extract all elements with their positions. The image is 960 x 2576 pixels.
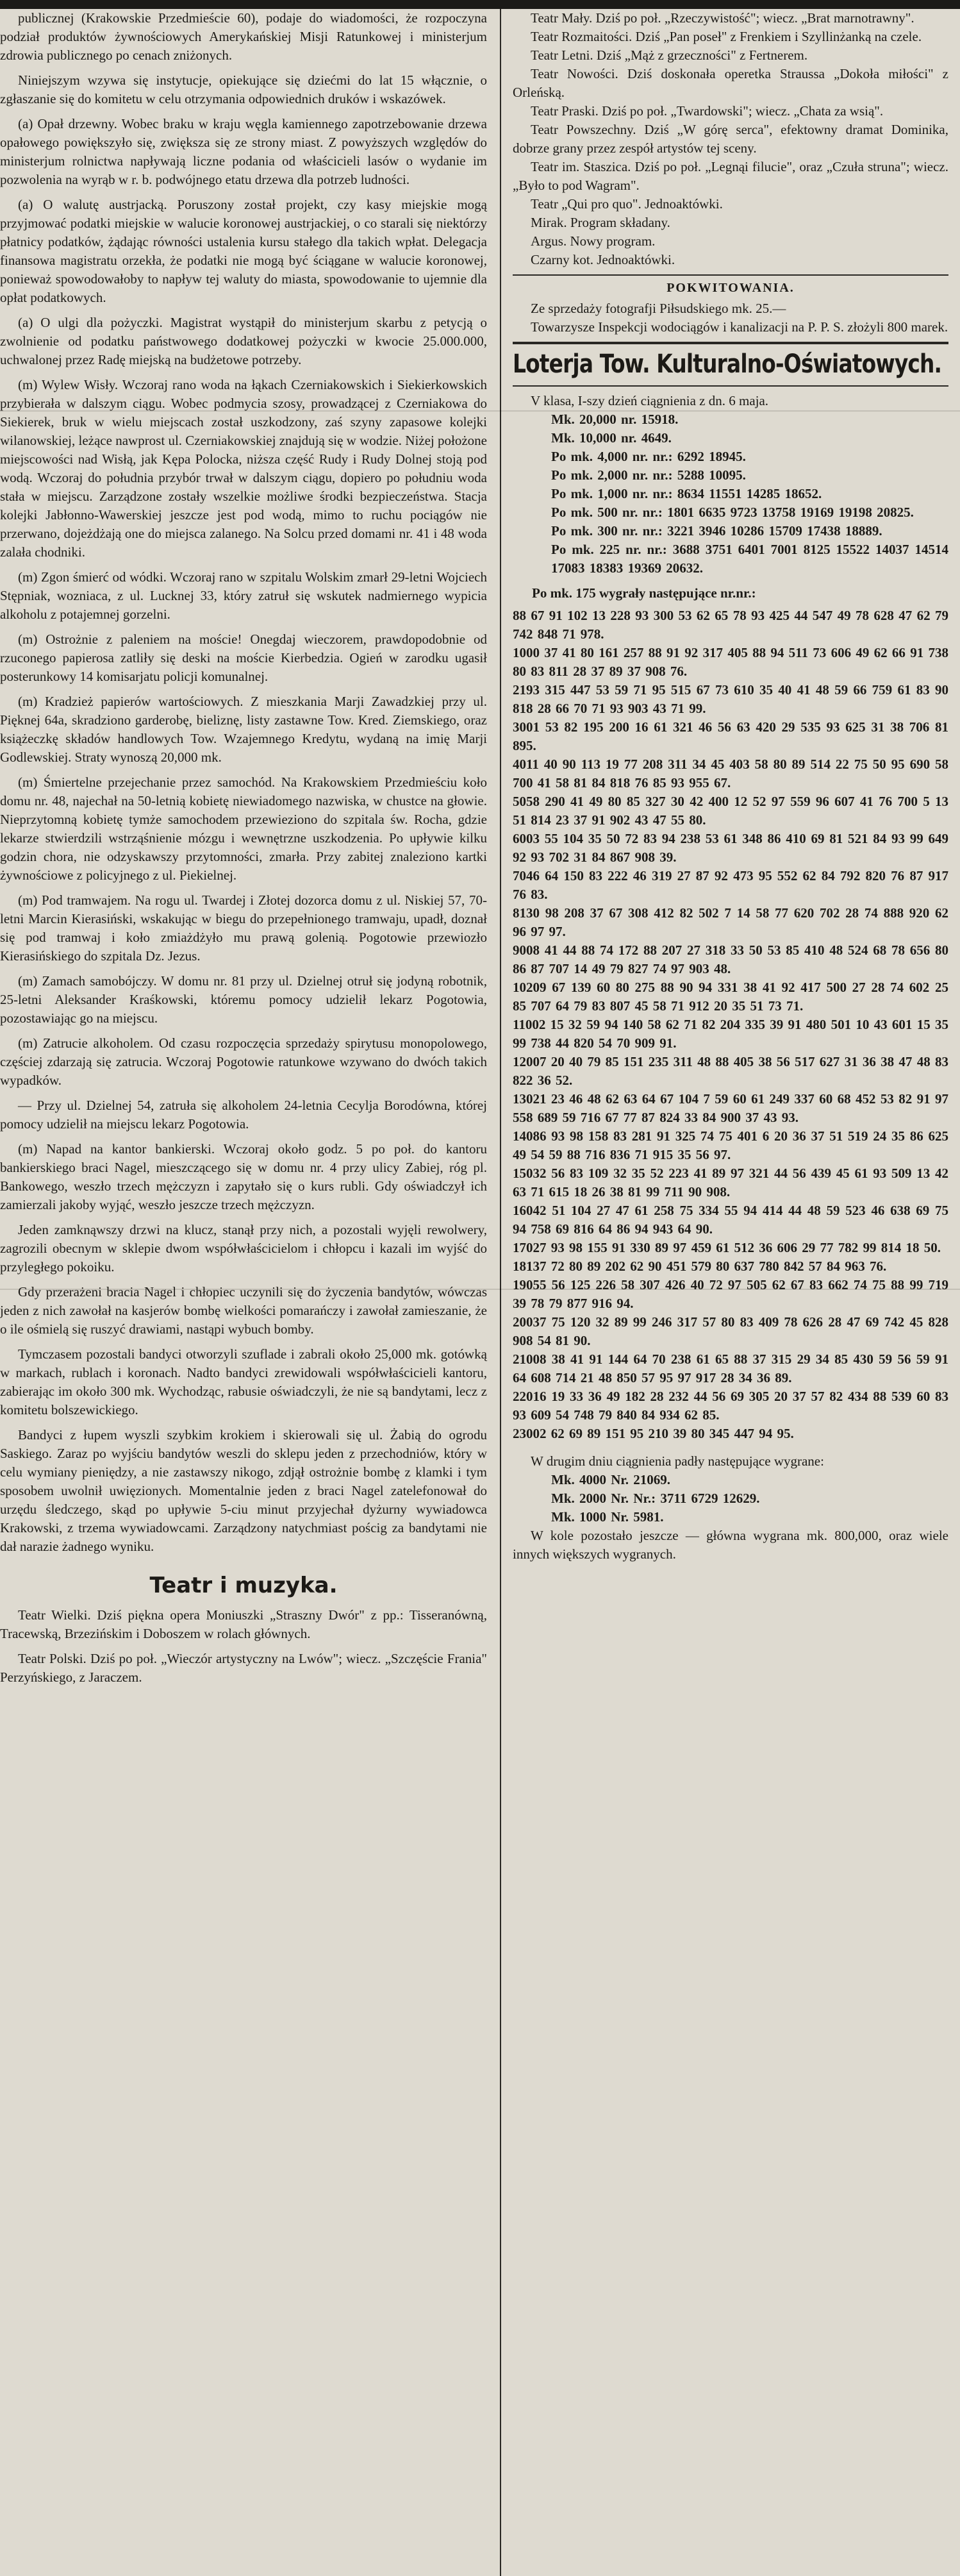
- news-paragraph: (m) Ostrożnie z paleniem na moście! Onegdaj wieczorem, prawdopodobnie od rzuconego papierosa zatliły się deski na moście Kierbedzia. Ogień w zarodku ugasił posterunkowy 14 komisarjatu policji komunalnej.: [0, 631, 487, 684]
- number-block: 11002 15 32 59 94 140 58 62 71 82 204 335 39 91 480 501 10 43 601 15 35 99 738 44 820 54 70 909 91.: [513, 1017, 954, 1051]
- pokwitowanie-item: Ze sprzedaży fotografji Piłsudskiego mk. 25.—: [531, 301, 786, 316]
- prize-line: Po mk. 300 nr. nr.: 3221 3946 10286 15709 17438 18889.: [551, 523, 882, 539]
- news-paragraph: — Przy ul. Dzielnej 54, zatruła się alkoholem 24-letnia Cecylja Borodówna, której pomocy udzielił na miejscu lekarz Pogotowia.: [0, 1098, 487, 1132]
- news-paragraph: Tymczasem pozostali bandyci otworzyli szuflade i zabrali około 25,000 mk. gotówką w markach, rublach i koronach. Nadto bandyci zrewidowali współwłaścicieli kantoru, zabierając im około 300 mk. Wychodząc, rabusie oświadczyli, że nie są bandytami, lecz z komitetu bolszewickiego.: [0, 1346, 487, 1418]
- number-block: 4011 40 90 113 19 77 208 311 34 45 403 58 80 89 514 22 75 50 95 690 58 700 41 58 81 84 818 76 85 93 955 67.: [513, 757, 954, 790]
- number-block: 13021 23 46 48 62 63 64 67 104 7 59 60 61 249 337 60 68 452 53 82 91 97 558 689 59 716 67 77 87 824 33 84 900 37 43 93.: [513, 1091, 954, 1125]
- number-block: 15032 56 83 109 32 35 52 223 41 89 97 321 44 56 439 45 61 93 509 13 42 63 71 615 18 26 38 81 99 711 90 908.: [513, 1166, 954, 1200]
- news-paragraph: Niniejszym wzywa się instytucje, opiekujące się dziećmi do lat 15 włącznie, o zgłaszanie się do komitetu w celu otrzymania odpowiednich druków i wskazówek.: [0, 72, 487, 106]
- news-paragraph: (m) Kradzież papierów wartościowych. Z mieszkania Marji Zawadzkiej przy ul. Pięknej 64a, skradziono garderobę, bieliznę, listy zastawne Tow. Kred. Ziemskiego, oraz książeczkę składów handlowych Tow. Wzajemnego Kredytu, wydaną na imię Marji Godlewskiej. Straty wynoszą 20,000 mk.: [0, 694, 487, 765]
- divider-line: [513, 342, 948, 344]
- news-paragraph: publicznej (Krakowskie Przedmieście 60), podaje do wiadomości, że rozpoczyna podział produktów żywnościowych Amerykańskiej Misji Ratunkowej i ministerjum zdrowia publicznego po cenach zniżonych.: [0, 10, 487, 63]
- loteria-small-heading: Po mk. 175 wygrały następujące nr.nr.:: [532, 585, 756, 601]
- theatre-entry: Czarny kot. Jednoaktówki.: [531, 252, 675, 267]
- theatre-listing-left: [0, 1606, 487, 1687]
- number-block: 20037 75 120 32 89 99 246 317 57 80 83 409 78 626 28 47 69 742 45 828 908 54 81 90.: [513, 1314, 954, 1348]
- loteria-prizes: [513, 410, 954, 578]
- news-paragraphs: [0, 9, 487, 1556]
- number-block: 12007 20 40 79 85 151 235 311 48 88 405 38 56 517 627 31 36 38 47 48 83 822 36 52.: [513, 1054, 954, 1088]
- loteria-title: Loterja Tow. Kulturalno-Oświatowych.: [513, 349, 942, 379]
- theatre-entry: Mirak. Program składany.: [531, 215, 670, 230]
- prize-line: Po mk. 225 nr. nr.: 3688 3751 6401 7001 8125 15522 14037 14514 17083 18383 19369 20632.: [551, 542, 954, 576]
- number-block: 88 67 91 102 13 228 93 300 53 62 65 78 93 425 44 547 49 78 628 47 62 79 742 848 71 978.: [513, 608, 954, 642]
- loteria-closing: W kole pozostało jeszcze — główna wygrana mk. 800,000, oraz wiele innych większych wygranych.: [513, 1528, 948, 1562]
- number-block: 1000 37 41 80 161 257 88 91 92 317 405 88 94 511 73 606 49 62 66 91 738 80 83 811 28 37 89 37 908 76.: [513, 645, 954, 679]
- theatre-entry: Teatr Rozmaitości. Dziś „Pan poseł" z Frenkiem i Szyllinżanką na czele.: [531, 29, 922, 44]
- news-paragraph: (m) Napad na kantor bankierski. Wczoraj około godz. 5 po poł. do kantoru bankierskiego braci Nagel, mieszczącego się w domu nr. 4 przy ulicy Zabiej, róg pl. Bankowego, weszło trzech mężczyzn i zapytało się o kurs rubli. Gdy oświadczył ich zamierzali jakoby wyjąć, weszło jeszcze trzech mężczyzn.: [0, 1141, 487, 1212]
- number-block: 22016 19 33 36 49 182 28 232 44 56 69 305 20 37 57 82 434 88 539 60 83 93 609 54 748 79 840 84 934 62 85.: [513, 1389, 954, 1423]
- number-block: 9008 41 44 88 74 172 88 207 27 318 33 50 53 85 410 48 524 68 78 656 80 86 87 707 14 49 79 827 74 97 903 48.: [513, 942, 954, 976]
- right-column: [513, 9, 954, 2576]
- news-paragraph: (m) Zatrucie alkoholem. Od czasu rozpoczęcia sprzedaży spirytusu monopolowego, częściej zdarzają się zatrucia. Wczoraj Pogotowie ratunkowe wzywano do dwóch takich wypadków.: [0, 1035, 487, 1088]
- section-title-theatre: Teatr i muzyka.: [149, 1573, 338, 1598]
- theatre-entry: Teatr Powszechny. Dziś „W górę serca", efektowny dramat Dominika, dobrze grany przez zespół artystów tej sceny.: [513, 122, 948, 156]
- number-block: 17027 93 98 155 91 330 89 97 459 61 512 36 606 29 77 782 99 814 18 50.: [513, 1240, 941, 1255]
- theatre-entry: Teatr Praski. Dziś po poł. „Twardowski"; wiecz. „Chata za wsią".: [531, 103, 884, 119]
- number-block: 21008 38 41 91 144 64 70 238 61 65 88 37 315 29 34 85 430 59 56 59 91 64 608 714 21 48 850 57 95 97 917 28 34 36 89.: [513, 1351, 954, 1385]
- loteria-number-blocks: [513, 606, 954, 1443]
- number-block: 8130 98 208 37 67 308 412 82 502 7 14 58 77 620 702 28 74 888 920 62 96 97 97.: [513, 905, 954, 939]
- column-divider: [500, 9, 501, 2576]
- news-paragraph: Bandyci z łupem wyszli szybkim krokiem i skierowali się ul. Żabią do ogrodu Saskiego. Zaraz po wyjściu bandytów weszli do sklepu jeden z przechodniów, który w celu wymiany pieniędzy, a nie zastawszy nikogo, zdjął ostrożnie bombę z klamki i tym sposobem uwolnił uwięzionych. Momentalnie jeden z braci Nagel zatelefonował do urzędu śledczego, skąd po upływie 5-ciu minut przyjechał dyżurny wywiadowca Krakowski, z trzema wywiadowcami. Zarządzony natychmiast pościg za bandytami nie dał narazie żadnego wyniku.: [0, 1427, 487, 1554]
- number-block: 2193 315 447 53 59 71 95 515 67 73 610 35 40 41 48 59 66 759 61 83 90 818 28 66 70 71 93 903 43 71 99.: [513, 682, 954, 716]
- divider-line: [513, 385, 948, 387]
- second-day-intro: W drugim dniu ciągnienia padły następujące wygrane:: [531, 1453, 824, 1469]
- pokwitowania-items: [513, 299, 948, 337]
- prize-line: Mk. 1000 Nr. 5981.: [551, 1509, 664, 1525]
- number-block: 19055 56 125 226 58 307 426 40 72 97 505 62 67 83 662 74 75 88 99 719 39 78 79 877 916 94.: [513, 1277, 954, 1311]
- page-top-strip: [0, 0, 960, 9]
- theatre-entry: Teatr Mały. Dziś po poł. „Rzeczywistość"; wiecz. „Brat marnotrawny".: [531, 10, 914, 26]
- second-day-prizes: [513, 1471, 948, 1526]
- pokwitowania-heading: POKWITOWANIA.: [666, 281, 795, 295]
- prize-line: Po mk. 1,000 nr. nr.: 8634 11551 14285 18652.: [551, 486, 822, 501]
- news-paragraph: (a) O ulgi dla pożyczki. Magistrat wystąpił do ministerjum skarbu z petycją o zwolnienie od podatku państwowego dodatkowej pożyczki w kwocie 25.000.000, uchwalonej przez Radę miejską na budżetowe potrzeby.: [0, 315, 487, 367]
- news-paragraph: (a) Opał drzewny. Wobec braku w kraju węgla kamiennego zapotrzebowanie drzewa opałowego powiększyło się, zwiększa się ze strony miast. Z powyższych względów do ministerjum rolnictwa napływają liczne podania od właścicieli lasów o wydanie im pozwolenia na wyrąb w r. b. podwójnego etatu drzewa dla potrzeb ludności.: [0, 116, 487, 187]
- news-paragraph: (m) Pod tramwajem. Na rogu ul. Twardej i Złotej dozorca domu z ul. Niskiej 57, 70-letni Marcin Kierasiński, wskakując w biegu do przepełnionego tramwaju, upadł, doznał się pod tramwaj i koło zmiażdżyło mu prawą golenią. Pogotowie przewiozło Kierasińskiego do szpitala Dz. Jezus.: [0, 892, 487, 964]
- prize-line: Mk. 4000 Nr. 21069.: [551, 1472, 671, 1487]
- prize-line: Mk. 20,000 nr. 15918.: [551, 412, 679, 427]
- prize-line: Mk. 10,000 nr. 4649.: [551, 430, 672, 446]
- theatre-entry: Teatr Letni. Dziś „Mąż z grzeczności" z Fertnerem.: [531, 47, 808, 63]
- news-paragraph: (m) Śmiertelne przejechanie przez samochód. Na Krakowskiem Przedmieściu koło domu nr. 48, najechał na 50-letnią kobietę niewiadomego nazwiska, w chustce na głowie. Nieprzytomną kobietę tymże samochodem przewieziono do szpitala św. Rocha, gdzie lekarze stwierdzili wstrząśnienie mózgu i wewnętrzne uszkodzenia. Po upływie kilku godzin chora, nie odzyskawszy przytomności, zmarła. Przy zabitej znaleziono kartki żywnościowe z policyjnego z ul. Piekielnej.: [0, 774, 487, 883]
- loteria-intro: V klasa, I-szy dzień ciągnienia z dn. 6 maja.: [531, 393, 769, 408]
- news-paragraph: Gdy przerażeni bracia Nagel i chłopiec uczynili się do życzenia bandytów, wówczas jeden z nich zawołał na kasjerów bombę wielkości pomarańczy i zawołał zamieszanie, że o ile ośmielą się ruszyć drawiami, nastąpi wybuch bomby.: [0, 1284, 487, 1337]
- theatre-listing-right: [513, 9, 948, 269]
- number-block: 3001 53 82 195 200 16 61 321 46 56 63 420 29 535 93 625 31 38 706 81 895.: [513, 719, 954, 753]
- number-block: 16042 51 104 27 47 61 258 75 334 55 94 414 44 48 59 523 46 638 69 75 94 758 69 816 64 86 94 943 64 90.: [513, 1203, 954, 1237]
- news-paragraph: (m) Wylew Wisły. Wczoraj rano woda na łąkach Czerniakowskich i Siekierkowskich przybierała w dalszym ciągu. Wobec podmycia szosy, prowadzącej z Czerniakowa do Siekierek, bruk w wielu miejscach został uszkodzony, zaś szyny zapasowe kolejki wilanowskiej, leżące nawprost ul. Czerniakowskiej znajdują się w wodzie. Niżej położone miejscowości nad Wisłą, jak Kępa Polocka, niższa część Rudy i Rudy Dolnej stoją pod wodą. Wczoraj do południa przybór trwał w dalszym ciągu, dopiero po południu woda stała w miejscu. Zarządzone zostały wszelkie możliwe środki bezpieczeństwa. Stacja kolejki Jabłonno-Wawerskiej jeszcze jest pod wodą, mimo to ruchu pociągów nie przerwano, dojeżdżają one do miejsca zalanego. Na Solcu przed domami nr. 41 i 48 woda zalała chodniki.: [0, 377, 487, 560]
- number-block: 10209 67 139 60 80 275 88 90 94 331 38 41 92 417 500 27 28 74 602 25 85 707 64 79 83 807 45 58 71 912 20 35 51 73 71.: [513, 980, 954, 1014]
- pokwitowanie-item: Towarzysze Inspekcji wodociągów i kanalizacji na P. P. S. złożyli 800 marek.: [531, 319, 948, 335]
- news-paragraph: (m) Zamach samobójczy. W domu nr. 81 przy ul. Dzielnej otruł się jodyną robotnik, 25-letni Aleksander Kraśkowski, któremu pomocy udzielił lekarz Pogotowia, pozostawiając go na miejscu.: [0, 973, 487, 1026]
- news-paragraph: (m) Zgon śmierć od wódki. Wczoraj rano w szpitalu Wolskim zmarł 29-letni Wojciech Stępniak, wozniaca, z ul. Lucknej 33, który zatruł się wskutek nadmiernego wypicia alkoholu z potajemnej gorzelni.: [0, 569, 487, 622]
- theatre-entry: Teatr „Qui pro quo". Jednoaktówki.: [531, 196, 723, 212]
- prize-line: Mk. 2000 Nr. Nr.: 3711 6729 12629.: [551, 1491, 760, 1506]
- number-block: 5058 290 41 49 80 85 327 30 42 400 12 52 97 559 96 607 41 76 700 5 13 51 814 23 37 91 902 43 47 55 80.: [513, 794, 954, 828]
- number-block: 14086 93 98 158 83 281 91 325 74 75 401 6 20 36 37 51 519 24 35 86 625 49 54 59 88 716 836 71 915 35 56 97.: [513, 1128, 954, 1162]
- theatre-entry: Teatr im. Staszica. Dziś po poł. „Legnąi filucie", oraz „Czuła struna"; wiecz. „Było to pod Wagram".: [513, 159, 948, 193]
- left-column: [0, 9, 487, 2576]
- theatre-entry: Teatr Polski. Dziś po poł. „Wieczór artystyczny na Lwów"; wiecz. „Szczęście Frania" Perzyńskiego, z Jaraczem.: [0, 1651, 487, 1685]
- prize-line: Po mk. 2,000 nr. nr.: 5288 10095.: [551, 467, 746, 483]
- prize-line: Po mk. 4,000 nr. nr.: 6292 18945.: [551, 449, 746, 464]
- number-block: 6003 55 104 35 50 72 83 94 238 53 61 348 86 410 69 81 521 84 93 99 649 92 93 702 31 84 867 908 39.: [513, 831, 954, 865]
- news-paragraph: Jeden zamknąwszy drzwi na klucz, stanął przy nich, a pozostali wyjęli rewolwery, zagrozili obecnym w sklepie dwom współwłaścicielom i chłopcu i kazali im wyjść do przyległego pokoiku.: [0, 1222, 487, 1275]
- theatre-entry: Teatr Nowości. Dziś doskonała operetka Straussa „Dokoła miłości" z Orleńską.: [513, 66, 948, 100]
- theatre-entry: Argus. Nowy program.: [531, 233, 656, 249]
- prize-line: Po mk. 500 nr. nr.: 1801 6635 9723 13758 19169 19198 20825.: [551, 505, 914, 520]
- number-block: 23002 62 69 89 151 95 210 39 80 345 447 94 95.: [513, 1426, 794, 1441]
- divider-line: [513, 274, 948, 276]
- number-block: 18137 72 80 89 202 62 90 451 579 80 637 780 842 57 84 963 76.: [513, 1259, 887, 1274]
- news-paragraph: (a) O walutę austrjacką. Poruszony został projekt, czy kasy miejskie mogą przyjmować podatki miejskie w walucie koronowej austrjackiej, o co starali się niektórzy płatnicy podatków, żądając równości ustalenia kursu stałego dla takich wpłat. Delegacja finansowa magistratu orzekła, że podatki nie mogą być ściągane w walucie koronowej, ponieważ spowodowałoby to napływ tej waluty do miasta, spowodowanie to ujemnie dla opłat podatkowych.: [0, 197, 487, 305]
- number-block: 7046 64 150 83 222 46 319 27 87 92 473 95 552 62 84 792 820 76 87 917 76 83.: [513, 868, 954, 902]
- theatre-entry: Teatr Wielki. Dziś piękna opera Moniuszki „Straszny Dwór" z pp.: Tisseranówną, Tracewską, Brzezińskim i Doboszem w rolach głównych.: [0, 1607, 487, 1641]
